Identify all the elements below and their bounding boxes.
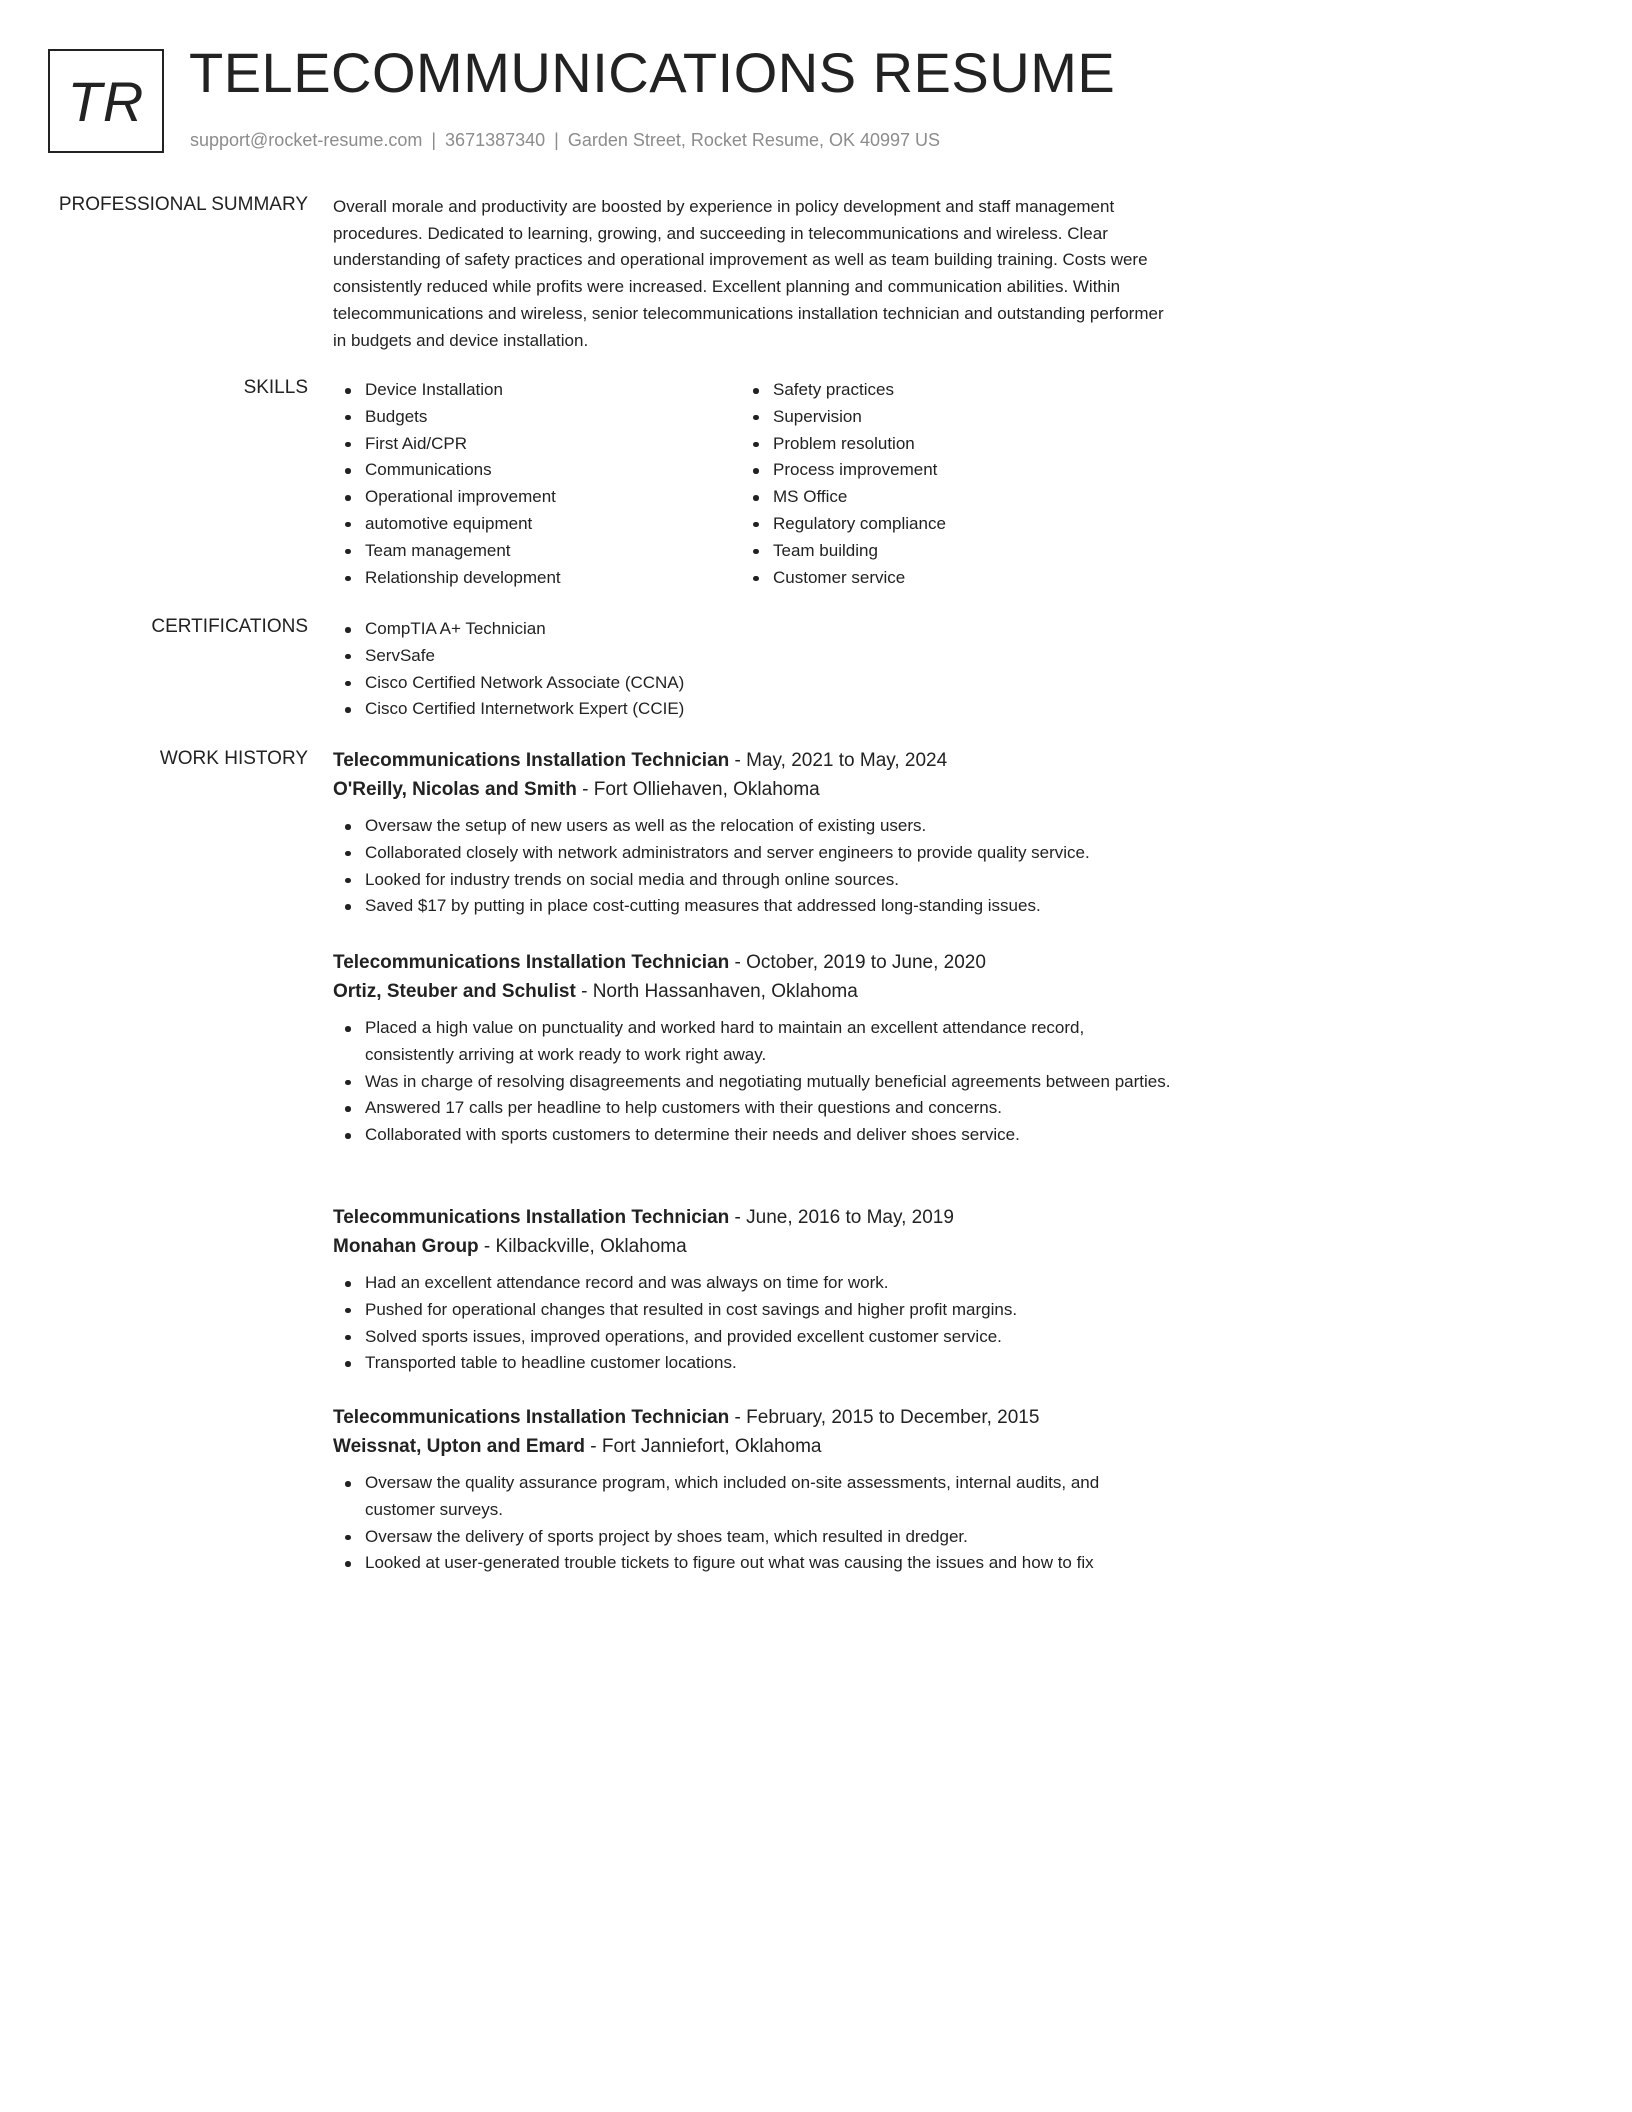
certifications-list (333, 616, 1173, 723)
list-item: Transported table to headline customer locations. (365, 1350, 1173, 1377)
job-dates: - October, 2019 to June, 2020 (729, 952, 986, 973)
contact-separator: | (431, 130, 437, 150)
certifications-body (333, 616, 1173, 723)
job-dates: - June, 2016 to May, 2019 (729, 1207, 954, 1228)
summary-text: Overall morale and productivity are boosted by experience in policy development and staff management procedures. Dedicated to learning, growing, and succeeding in telecommunications and wireless. Clear understanding of safety practices and operational improvement as well as team building training. Costs were consistently reduced while profits were increased. Excellent planning and communication abilities. Within telecommunications and wireless, senior telecommunications installation technician and outstanding performer in budgets and device installation. (333, 197, 1164, 350)
list-item: Was in charge of resolving disagreements and negotiating mutually beneficial agreements between parties. (365, 1069, 1173, 1096)
list-item: Team building (773, 538, 1149, 565)
monogram-initials: TR (67, 69, 145, 133)
list-item: Team management (365, 538, 741, 565)
list-item: Placed a high value on punctuality and worked hard to maintain an excellent attendance record, consistently arriving at work ready to work right away. (365, 1015, 1173, 1069)
job-company-line (333, 977, 1173, 1006)
job-bullets (333, 1470, 1173, 1577)
job-bullets (333, 1270, 1173, 1377)
list-item: Operational improvement (365, 484, 741, 511)
job-title: Telecommunications Installation Technician (333, 1207, 730, 1228)
skills-column-left (333, 377, 741, 591)
job-title: Telecommunications Installation Technician (333, 750, 730, 771)
list-item: Supervision (773, 404, 1149, 431)
job-entry (333, 746, 1173, 920)
list-item: MS Office (773, 484, 1149, 511)
list-item: Oversaw the quality assurance program, which included on-site assessments, internal audits, and customer surveys. (365, 1470, 1173, 1524)
job-title-line (333, 1203, 1173, 1232)
list-item: Communications (365, 457, 741, 484)
list-item: Budgets (365, 404, 741, 431)
summary-body (333, 194, 1173, 354)
list-item: Solved sports issues, improved operations, and provided excellent customer service. (365, 1324, 1173, 1351)
skills-list-right (741, 377, 1149, 591)
job-company: Monahan Group (333, 1236, 479, 1257)
resume-title: TELECOMMUNICATIONS RESUME (189, 41, 1116, 104)
job-bullets (333, 1015, 1173, 1149)
job-company: Weissnat, Upton and Emard (333, 1436, 585, 1457)
job-company: O'Reilly, Nicolas and Smith (333, 779, 577, 800)
list-item: Had an excellent attendance record and was always on time for work. (365, 1270, 1173, 1297)
job-company: Ortiz, Steuber and Schulist (333, 981, 576, 1002)
job-title-line (333, 948, 1173, 977)
list-item: Looked at user-generated trouble tickets to figure out what was causing the issues and how to fix (365, 1550, 1173, 1577)
list-item: Looked for industry trends on social media and through online sources. (365, 867, 1173, 894)
job-dates: - February, 2015 to December, 2015 (729, 1407, 1040, 1428)
skills-list-left (333, 377, 741, 591)
list-item: Regulatory compliance (773, 511, 1149, 538)
section-label-certifications: CERTIFICATIONS (151, 616, 308, 637)
contact-line (190, 130, 940, 151)
job-entry (333, 1403, 1173, 1577)
contact-email: support@rocket-resume.com (190, 130, 423, 150)
contact-address: Garden Street, Rocket Resume, OK 40997 US (567, 130, 941, 150)
section-label-work-history: WORK HISTORY (159, 748, 308, 769)
section-label-skills: SKILLS (243, 377, 308, 398)
skills-body (333, 377, 1173, 591)
monogram-badge (48, 49, 164, 153)
skills-grid (333, 377, 1173, 591)
list-item: Relationship development (365, 565, 741, 592)
section-label-summary: PROFESSIONAL SUMMARY (58, 194, 308, 215)
job-company-line (333, 1432, 1173, 1461)
job-dates: - May, 2021 to May, 2024 (729, 750, 948, 771)
job-company-line (333, 1232, 1173, 1261)
list-item: Problem resolution (773, 431, 1149, 458)
list-item: Pushed for operational changes that resulted in cost savings and higher profit margins. (365, 1297, 1173, 1324)
skills-column-right (741, 377, 1149, 591)
job-title: Telecommunications Installation Technician (333, 1407, 730, 1428)
list-item: Cisco Certified Network Associate (CCNA) (365, 670, 1173, 697)
job-location: - North Hassanhaven, Oklahoma (575, 981, 858, 1002)
list-item: Collaborated with sports customers to determine their needs and deliver shoes service. (365, 1122, 1173, 1149)
job-title-line (333, 1403, 1173, 1432)
job-company-line (333, 775, 1173, 804)
list-item: automotive equipment (365, 511, 741, 538)
list-item: Answered 17 calls per headline to help customers with their questions and concerns. (365, 1095, 1173, 1122)
job-entry (333, 948, 1173, 1149)
list-item: Oversaw the setup of new users as well as the relocation of existing users. (365, 813, 1173, 840)
list-item: Oversaw the delivery of sports project by shoes team, which resulted in dredger. (365, 1524, 1173, 1551)
job-title-line (333, 746, 1173, 775)
list-item: First Aid/CPR (365, 431, 741, 458)
list-item: ServSafe (365, 643, 1173, 670)
list-item: Collaborated closely with network administrators and server engineers to provide quality service. (365, 840, 1173, 867)
list-item: Customer service (773, 565, 1149, 592)
job-entry (333, 1203, 1173, 1377)
list-item: Device Installation (365, 377, 741, 404)
contact-separator: | (554, 130, 559, 150)
list-item: Safety practices (773, 377, 1149, 404)
job-location: - Fort Janniefort, Oklahoma (584, 1436, 822, 1457)
list-item: Process improvement (773, 457, 1149, 484)
job-bullets (333, 813, 1173, 920)
list-item: Cisco Certified Internetwork Expert (CCIE) (365, 696, 1173, 723)
list-item: Saved $17 by putting in place cost-cutting measures that addressed long-standing issues. (365, 893, 1173, 920)
list-item: CompTIA A+ Technician (365, 616, 1173, 643)
job-location: - Kilbackville, Oklahoma (478, 1236, 687, 1257)
job-location: - Fort Olliehaven, Oklahoma (576, 779, 820, 800)
contact-phone: 3671387340 (445, 130, 546, 150)
job-title: Telecommunications Installation Technician (333, 952, 730, 973)
